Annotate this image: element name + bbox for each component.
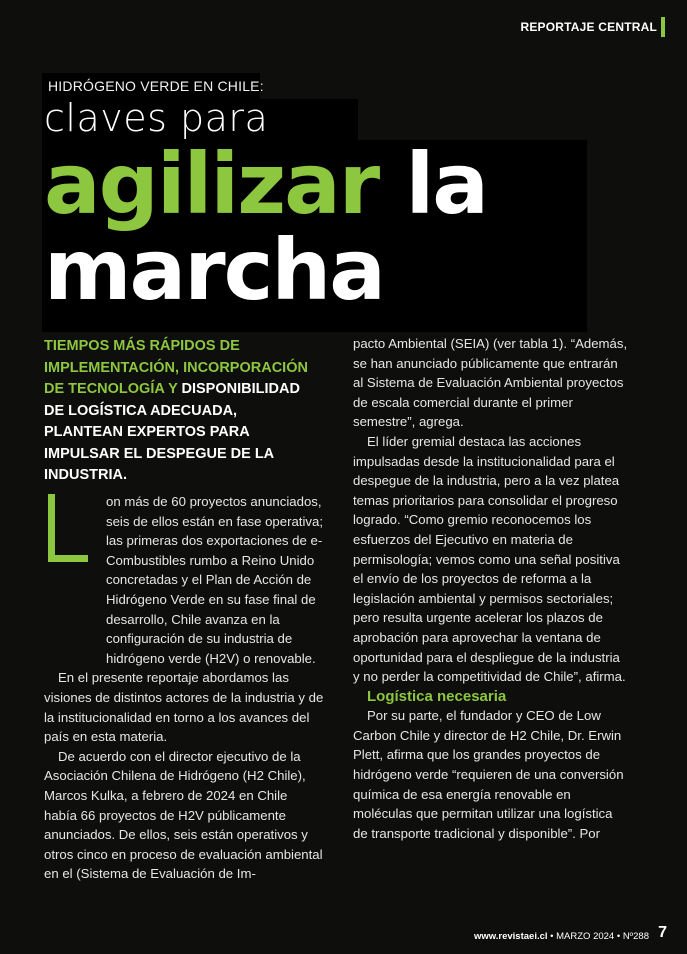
paragraph: En el presente reportaje abordamos las visiones de distintos actores de la industria y de la institucionalidad en torno a los avances del país en esta materia. — [44, 670, 324, 745]
article-subtitle: claves para — [44, 96, 269, 140]
title-white-word: la — [405, 135, 487, 233]
body-column-left — [44, 492, 324, 884]
article-title-line2: marcha — [44, 221, 384, 319]
paragraph: pacto Ambiental (SEIA) (ver tabla 1). “Además, se han anunciado públicamente que entrarán al Sistema de Evaluación Ambiental proyectos de escala comercial durante el primer semestre”, agrega. — [353, 336, 628, 430]
title-green-word: agilizar — [44, 135, 379, 233]
paragraph: De acuerdo con el director ejecutivo de la Asociación Chilena de Hidrógeno (H2 Chile), Marcos Kulka, a febrero de 2024 en Chile había 66 proyectos de H2V públicamente anunciados. De ellos, seis están operativos y otros cinco en proceso de evaluación ambiental en el (Sistema de Evaluación de Im- — [44, 748, 323, 882]
page-number: 7 — [658, 924, 667, 941]
footer-issue: • MARZO 2024 • Nº288 — [550, 931, 649, 942]
footer-website: www.revistaei.cl — [473, 931, 548, 942]
section-label: REPORTAJE CENTRAL — [520, 20, 657, 34]
paragraph: on más de 60 proyectos anunciados, seis de ellos están en fase operativa; las primeras dos exportaciones de e-Combustibles rumbo a Reino Unido concretadas y el Plan de Acción de Hidrógeno Verde en su fase final de desarrollo, Chile avanza en la configuración de su industria de hidrógeno verde (H2V) o renovable. — [106, 494, 323, 666]
paragraph: El líder gremial destaca las acciones impulsadas desde la institucionalidad para el despegue de la industria, pero a la vez platea temas prioritarios para consolidar el progreso logrado. “Como gremio reconocemos los esfuerzos del Ejecutivo en materia de permisología; vemos como una señal positiva el envío de los proyectos de reforma a la legislación ambiental y permisos sectoriales; pero resulta urgente acelerar los plazos de aprobación para aprovechar la ventana de oportunidad para el despliegue de la industria y no perder la competitividad de Chile”, afirma. — [353, 433, 626, 685]
article-kicker: HIDRÓGENO VERDE EN CHILE: — [48, 78, 264, 94]
lead-green-text: TIEMPOS MÁS RÁPIDOS DE IMPLEMENTACIÓN, INCORPORACIÓN DE TECNOLOGÍA Y — [44, 338, 308, 397]
page-footer — [474, 931, 649, 942]
body-column-right — [353, 334, 628, 843]
section-subhead: Logística necesaria — [367, 687, 507, 705]
section-accent-bar — [661, 17, 665, 37]
lead-white-text: DISPONIBILIDAD DE LOGÍSTICA ADECUADA, PLANTEAN EXPERTOS PARA IMPULSAR EL DESPEGUE DE LA INDUSTRIA. — [44, 381, 300, 483]
article-lead — [44, 336, 314, 487]
paragraph: Por su parte, el fundador y CEO de Low Carbon Chile y director de H2 Chile, Dr. Erwin Plett, afirma que los grandes proyectos de hidrógeno verde “requieren de una conversión química de esa energía renovable en moléculas que permitan utilizar una logística de transporte tradicional y disponible”. Por — [353, 708, 624, 841]
article-title-line1 — [44, 135, 487, 233]
